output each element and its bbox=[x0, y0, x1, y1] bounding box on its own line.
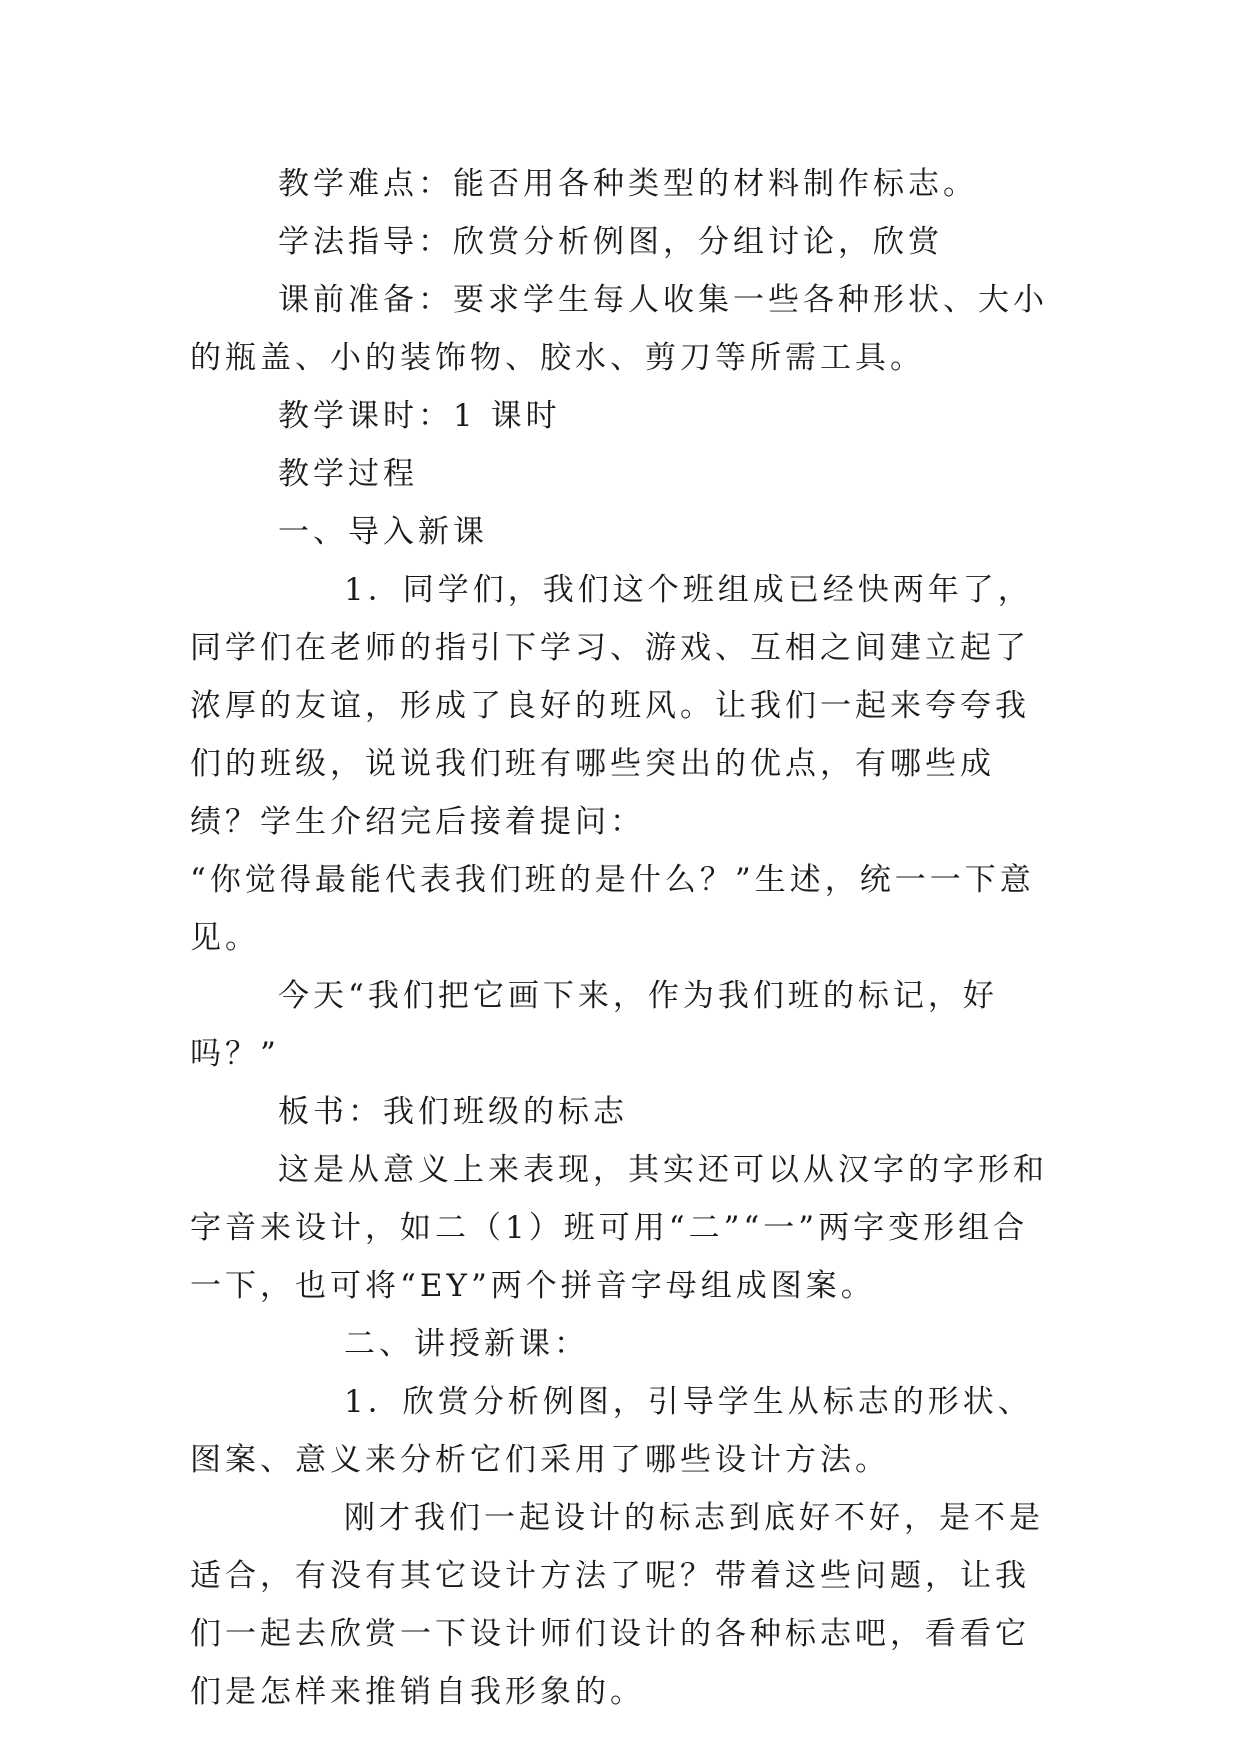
paragraph-intro-quote: “你觉得最能代表我们班的是什么？”生述，统一一下意见。 bbox=[190, 862, 1035, 956]
paragraph-today: 今天“我们把它画下来，作为我们班的标记，好吗？” bbox=[190, 978, 998, 1072]
heading-introduction: 一、导入新课 bbox=[278, 514, 488, 550]
paragraph-teaching-difficulty: 教学难点：能否用各种类型的材料制作标志。 bbox=[278, 166, 978, 202]
paragraph-intro-1: 1．同学们，我们这个班组成已经快两年了，同学们在老师的指引下学习、游戏、互相之间建立起了浓厚的友谊，形成了良好的班风。让我们一起来夸夸我们的班级，说说我们班有哪些突出的优点，有哪些成绩？学生介绍完后接着提问： bbox=[190, 572, 1033, 840]
paragraph-preparation: 课前准备：要求学生每人收集一些各种形状、大小的瓶盖、小的装饰物、胶水、剪刀等所需工具。 bbox=[190, 282, 1048, 376]
heading-new-lesson: 二、讲授新课： bbox=[344, 1326, 589, 1362]
heading-teaching-process: 教学过程 bbox=[278, 456, 418, 492]
paragraph-design-idea: 这是从意义上来表现，其实还可以从汉字的字形和字音来设计，如二（1）班可用“二”“一”两字变形组合一下，也可将“EY”两个拼音字母组成图案。 bbox=[190, 1152, 1048, 1304]
paragraph-blackboard: 板书：我们班级的标志 bbox=[278, 1094, 628, 1130]
paragraph-lesson-discussion: 刚才我们一起设计的标志到底好不好，是不是适合，有没有其它设计方法了呢？带着这些问题，让我们一起去欣赏一下设计师们设计的各种标志吧，看看它们是怎样来推销自我形象的。 bbox=[190, 1500, 1044, 1710]
paragraph-lesson-1: 1．欣赏分析例图，引导学生从标志的形状、图案、意义来分析它们采用了哪些设计方法。 bbox=[190, 1384, 1033, 1478]
document-body bbox=[190, 155, 1060, 1721]
paragraph-study-guidance: 学法指导：欣赏分析例图，分组讨论，欣赏 bbox=[278, 224, 943, 260]
paragraph-class-hours: 教学课时：1 课时 bbox=[278, 398, 561, 434]
